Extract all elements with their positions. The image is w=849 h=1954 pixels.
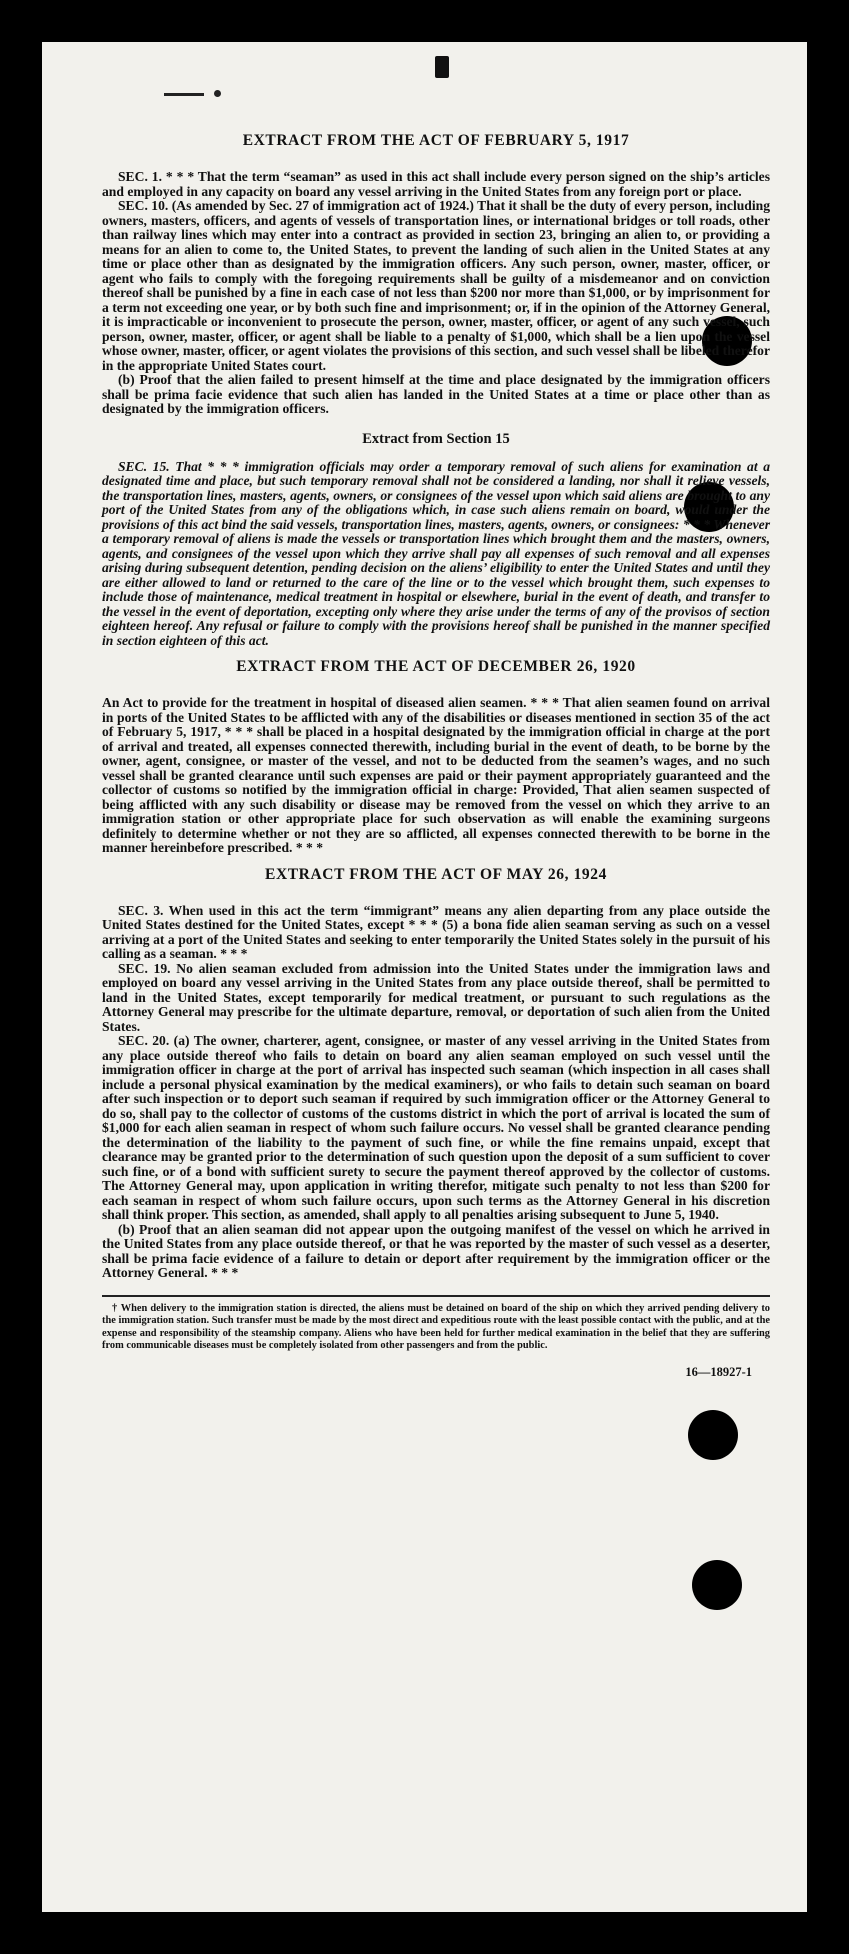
pen-mark-dot [214,90,221,97]
document-page [42,42,807,1912]
heading-act-1920: EXTRACT FROM THE ACT OF DECEMBER 26, 1920 [236,658,636,675]
paragraph-sec-10: SEC. 10. (As amended by Sec. 27 of immigration act of 1924.) That it shall be the duty of every person, including owners, masters, officers, and agents of vessels of transportation lines, or international bridges or toll roads, other than railway lines which may enter into a contract as provided in section 23, bringing an alien to, or providing a means for an alien to come to, the United States, to prevent the landing of such alien in the United States at any time or place other than as designated by the immigration officers. Any such person, owner, master, officer, or agent who fails to comply with the foregoing requirements shall be guilty of a misdemeanor and on conviction thereof shall be punished by a fine in each case of not less than $200 nor more than $1,000, or by imprisonment for a term not exceeding one year, or by both such fine and imprisonment; or, if in the opinion of the Attorney General, it is impracticable or inconvenient to prosecute the person, owner, master, officer, or agent of any such vessel, such person, owner, master, officer, or agent shall be liable to a penalty of $1,000, which shall be a lien upon the vessel whose owner, master, officer, or agent violates the provisions of this section, and such vessel shall be libeled therefor in the appropriate United States court. [102,198,770,373]
paragraph-sec-20: SEC. 20. (a) The owner, charterer, agent, consignee, or master of any vessel arriving in the United States from any place outside thereof who fails to detain on board any alien seaman employed on such vessel until the immigration officer in charge at the port of arrival has inspected such seaman (which inspection in all cases shall include a personal physical examination by the medical examiners), or who fails to detain such seaman on board after such inspection or to deport such seaman if required by such immigration officer or the Attorney General to do so, shall pay to the collector of customs of the customs district in which the port of arrival is located the sum of $1,000 for each alien seaman in respect of whom such failure occurs. No vessel shall be granted clearance pending the determination of the liability to the payment of such fine, or while the fine remains unpaid, except that clearance may be granted prior to the determination of such question upon the deposit of a sum sufficient to cover such fine, or of a bond with sufficient surety to secure the payment thereof approved by the collector of customs. The Attorney General may, upon application in writing therefor, mitigate such penalty to not less than $200 for each seaman in respect of whom such failure occurs, upon such terms as the Attorney General in his discretion shall think proper. This section, as amended, shall apply to all penalties arising subsequent to June 5, 1940. [102,1033,770,1222]
form-number: 16—18927-1 [685,1364,752,1379]
heading-act-1917: EXTRACT FROM THE ACT OF FEBRUARY 5, 1917 [242,132,630,149]
footnote-text: † When delivery to the immigration station is directed, the aliens must be detained on board of the ship on which they arrived pending delivery to the immigration station. Such transfer must be made by the most direct and expeditious route with the least possible contact with the public, and at the expense and responsibility of the steamship company. Aliens who have been held for further medical examination in the belief that they are suffering from communicable diseases must be completely isolated from other passengers and from the public. [102,1302,770,1352]
pen-mark [164,93,204,96]
footnote-divider [102,1295,770,1297]
punch-hole [688,1410,738,1460]
paragraph-act-1920: An Act to provide for the treatment in hospital of diseased alien seamen. * * * That alien seamen found on arrival in ports of the United States to be afflicted with any of the disabilities or diseases mentioned in section 35 of the act of February 5, 1917, * * * shall be placed in a hospital designated by the immigration official in charge at the port of arrival and treated, all expenses connected therewith, including burial in the event of death, to be borne by the owner, agent, consignee, or master of the vessel, and not to be deducted from the seamen’s wages, and no such vessel shall be granted clearance until such expenses are paid or their payment appropriately guaranteed and the collector of customs so notified by the immigration official in charge: Provided, That alien seamen suspected of being afflicted with any such disability or disease may be removed from the vessel on which they arrive to an immigration station or other appropriate place for such observation as will enable the examining surgeons definitely to determine whether or not they are so afflicted, all expenses connected therewith to be borne in the manner hereinbefore prescribed. * * * [102,695,770,855]
paragraph-proof-1924: (b) Proof that an alien seaman did not appear upon the outgoing manifest of the vessel on which he arrived in the United States from any place outside thereof, or that he was reported by the master of such vessel as a deserter, shall be prima facie evidence of a failure to detain or deport after requirement by the immigration officer or the Attorney General. * * * [102,1221,770,1280]
paragraph-sec-1: SEC. 1. * * * That the term “seaman” as used in this act shall include every person signed on the ship’s articles and employed in any capacity on board any vessel arriving in the United States from any foreign port or place. [102,169,770,199]
paragraph-sec-15: SEC. 15. That * * * immigration officials may order a temporary removal of such aliens for examination at a designated time and place, but such temporary removal shall not be considered a landing, nor shall it relieve vessels, the transportation lines, masters, agents, owners, or consignees of the vessel upon which said aliens are brought to any port of the United States from any of the obligations which, in case such aliens remain on board, would under the provisions of this act bind the said vessels, transportation lines, masters, agents, owners, or consignees: * * * Whenever a temporary removal of aliens is made the vessels or transportation lines which brought them and the masters, owners, agents, and consignees of the vessel upon which they arrive shall pay all expenses of such removal and all expenses arising during subsequent detention, pending decision on the aliens’ eligibility to enter the United States and until they are either allowed to land or returned to the care of the line or to the vessel which brought them, such expenses to include those of maintenance, medical treatment in hospital or elsewhere, burial in the event of death, and transfer to the vessel in the event of deportation, excepting only where they arise under the terms of any of the provisos of section eighteen hereof. Any refusal or failure to comply with the provisions hereof shall be punished in the manner specified in section eighteen of this act. [102,458,770,648]
paragraph-proof-1917: (b) Proof that the alien failed to present himself at the time and place designated by the immigration officers shall be prima facie evidence that such alien has landed in the United States at a time or place other than as designated by the immigration officers. [102,372,770,416]
paragraph-sec-3: SEC. 3. When used in this act the term “immigrant” means any alien departing from any place outside the United States destined for the United States, except * * * (5) a bona fide alien seaman serving as such on a vessel arriving at a port of the United States and seeking to enter temporarily the United States solely in the pursuit of his calling as a seaman. * * * [102,902,770,961]
heading-act-1924: EXTRACT FROM THE ACT OF MAY 26, 1924 [265,865,607,883]
staple-mark [435,56,449,78]
punch-hole [692,1560,742,1610]
footnote [102,1303,770,1353]
heading-section-15: Extract from Section 15 [362,430,510,447]
document-body [102,122,770,1380]
paragraph-sec-19: SEC. 19. No alien seaman excluded from admission into the United States under the immigration laws and employed on board any vessel arriving in the United States from any place outside thereof, shall be permitted to land in the United States, except temporarily for medical treatment, or pursuant to such regulations as the Attorney General may prescribe for the ultimate departure, removal, or deportation of such alien from the United States. [102,960,770,1034]
